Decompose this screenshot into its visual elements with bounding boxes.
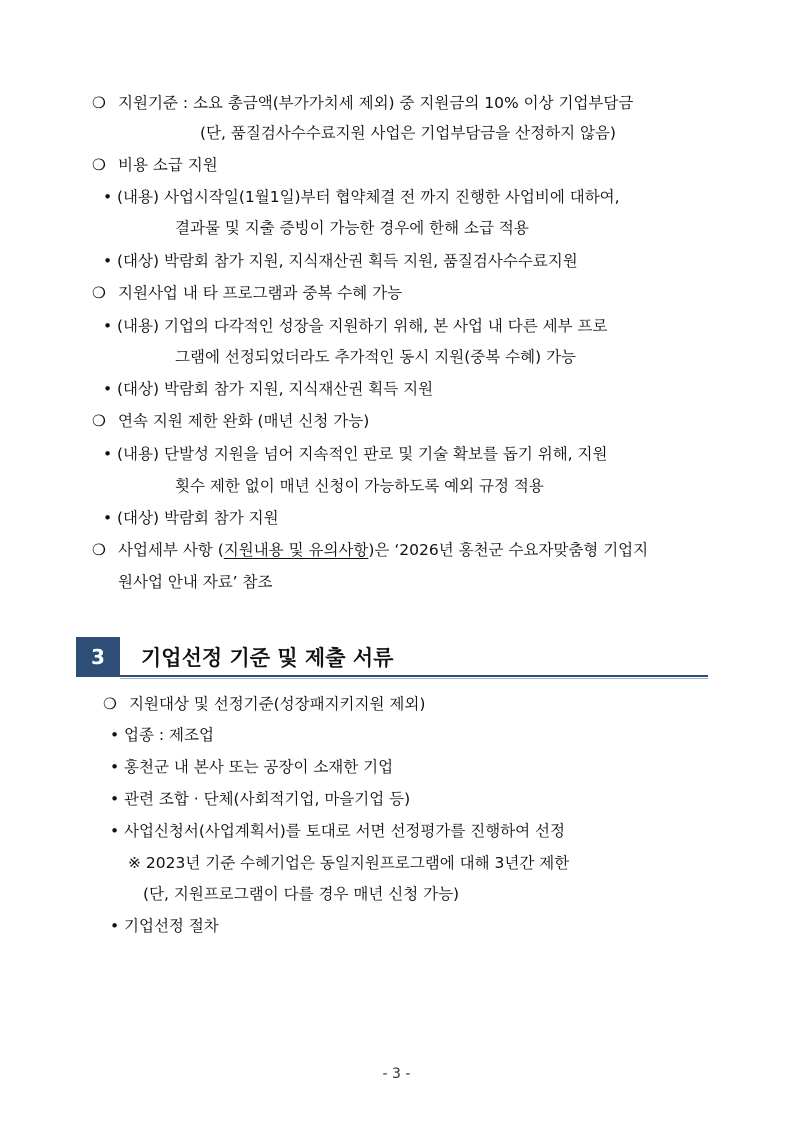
circle-bullet-icon: ❍: [92, 94, 106, 112]
list-item: • 사업신청서(사업계획서)를 토대로 서면 선정평가를 진행하여 선정: [110, 822, 566, 840]
circle-bullet-icon: ❍: [92, 412, 106, 430]
dot-bullet-icon: •: [103, 188, 113, 206]
dot-bullet-icon: •: [103, 509, 113, 527]
list-item: ❍ 지원기준 : 소요 총금액(부가가치세 제외) 중 지원금의 10% 이상 기업부담금: [92, 94, 634, 112]
dot-bullet-icon: •: [103, 380, 113, 398]
list-item: ❍ 사업세부 사항 (지원내용 및 유의사항)은 ‘2026년 홍천군 수요자맞춤형 기업지: [92, 541, 649, 559]
note-line: ※ 2023년 기준 수혜기업은 동일지원프로그램에 대해 3년간 제한: [128, 854, 570, 872]
dot-bullet-icon: •: [110, 822, 120, 840]
page-number: - 3 -: [382, 1066, 411, 1082]
list-item: ❍ 지원대상 및 선정기준(성장패지키지원 제외): [103, 695, 426, 713]
dot-bullet-icon: •: [103, 317, 113, 335]
note-continuation: (단, 지원프로그램이 다를 경우 매년 신청 가능): [143, 885, 460, 903]
circle-bullet-icon: ❍: [103, 695, 117, 713]
circle-bullet-icon: ❍: [92, 156, 106, 174]
list-item: • 기업선정 절차: [110, 917, 219, 935]
dot-bullet-icon: •: [110, 917, 120, 935]
list-item: ❍ 연속 지원 제한 완화 (매년 신청 가능): [92, 412, 370, 430]
dot-bullet-icon: •: [103, 252, 113, 270]
section-divider: [120, 675, 708, 677]
list-item-continuation: 횟수 제한 없이 매년 신청이 가능하도록 예외 규정 적용: [175, 477, 544, 495]
underlined-reference: 지원내용 및 유의사항: [223, 541, 369, 559]
section-divider-light: [120, 678, 708, 679]
list-item: • (대상) 박람회 참가 지원, 지식재산권 획득 지원: [103, 380, 434, 398]
list-item-continuation: 원사업 안내 자료’ 참조: [118, 573, 273, 591]
list-item: • (대상) 박람회 참가 지원, 지식재산권 획득 지원, 품질검사수수료지원: [103, 252, 578, 270]
list-item: • (내용) 단발성 지원을 넘어 지속적인 판로 및 기술 확보를 돕기 위해, 지원: [103, 445, 608, 463]
circle-bullet-icon: ❍: [92, 541, 106, 559]
list-item-continuation: (단, 품질검사수수료지원 사업은 기업부담금을 산정하지 않음): [200, 124, 616, 142]
list-item: ❍ 비용 소급 지원: [92, 156, 218, 174]
section-number-box: 3: [76, 637, 120, 677]
list-item: • 업종 : 제조업: [110, 726, 214, 744]
list-item: • (대상) 박람회 참가 지원: [103, 509, 279, 527]
dot-bullet-icon: •: [110, 790, 120, 808]
list-item-continuation: 그램에 선정되었더라도 추가적인 동시 지원(중복 수혜) 가능: [175, 348, 577, 366]
dot-bullet-icon: •: [110, 726, 120, 744]
list-item-continuation: 결과물 및 지출 증빙이 가능한 경우에 한해 소급 적용: [175, 219, 529, 237]
list-item: • 관련 조합 · 단체(사회적기업, 마을기업 등): [110, 790, 411, 808]
section-title: 기업선정 기준 및 제출 서류: [141, 646, 394, 670]
dot-bullet-icon: •: [110, 758, 120, 776]
list-item: • 홍천군 내 본사 또는 공장이 소재한 기업: [110, 758, 394, 776]
list-item: • (내용) 사업시작일(1월1일)부터 협약체결 전 까지 진행한 사업비에 대하여,: [103, 188, 620, 206]
circle-bullet-icon: ❍: [92, 284, 106, 302]
list-item: ❍ 지원사업 내 타 프로그램과 중복 수혜 가능: [92, 284, 403, 302]
dot-bullet-icon: •: [103, 445, 113, 463]
list-item: • (내용) 기업의 다각적인 성장을 지원하기 위해, 본 사업 내 다른 세부 프로: [103, 317, 608, 335]
